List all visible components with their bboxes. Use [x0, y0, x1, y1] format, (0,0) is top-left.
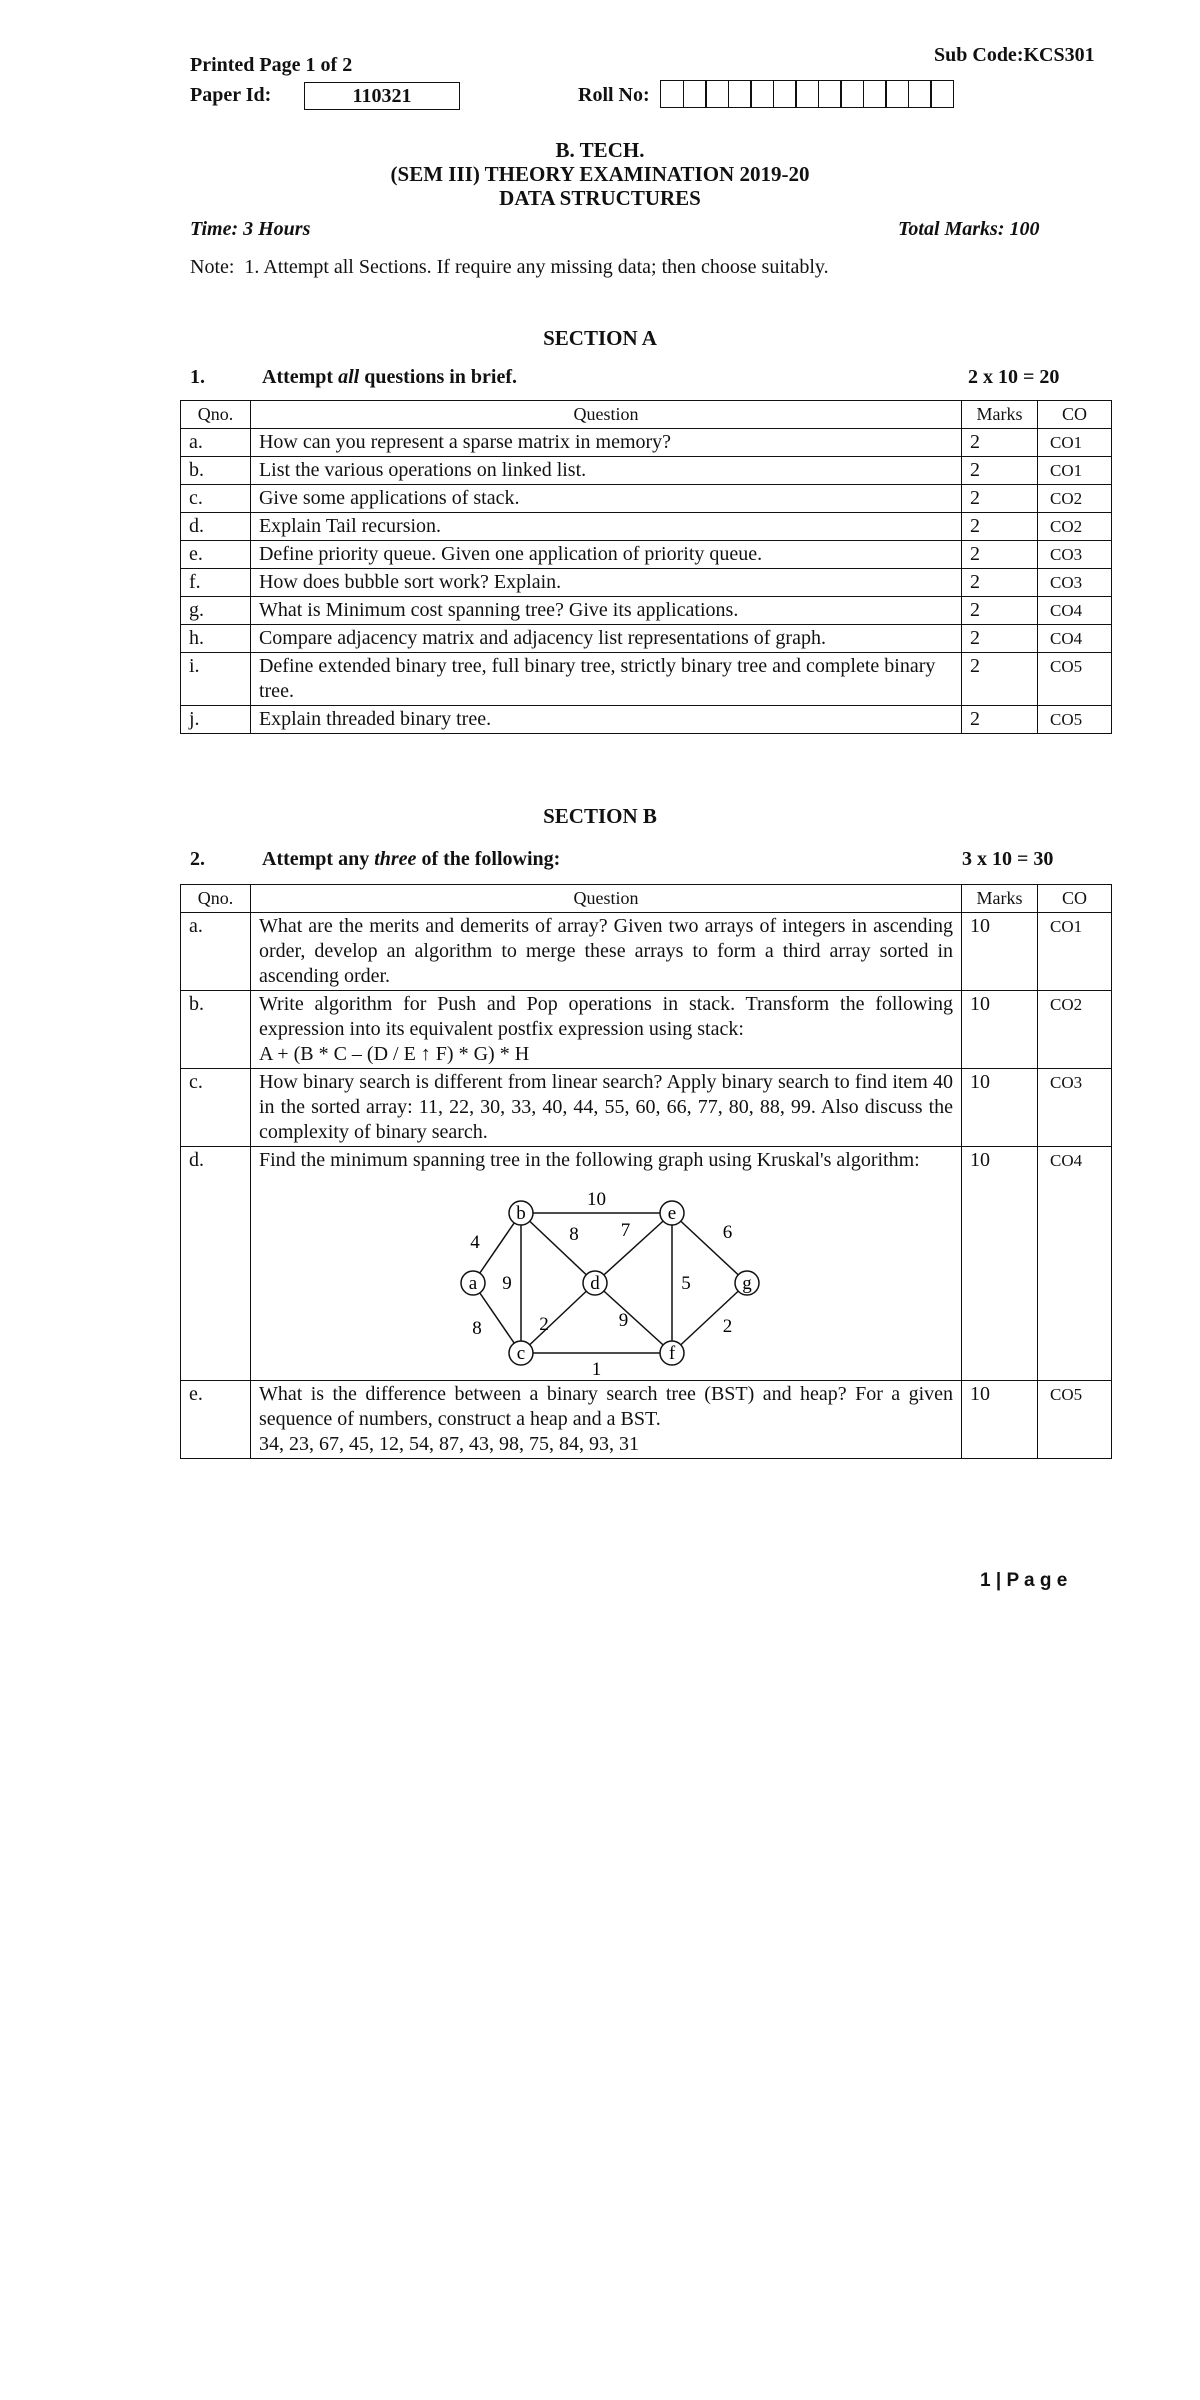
- question-text: What are the merits and demerits of array? Given two arrays of integers in ascending order, develop an algorithm to merge these arrays to form a third array sorted in ascending order.: [258, 915, 954, 987]
- question-text: List the various operations on linked list.: [250, 457, 961, 485]
- question-row: [181, 429, 1112, 457]
- question-marks: 2: [962, 429, 1038, 457]
- section-b-heading: SECTION B: [543, 804, 657, 828]
- paper-id-label: Paper Id:: [190, 84, 272, 106]
- question-text: Write algorithm for Push and Pop operations in stack. Transform the following expression into its equivalent postfix expression using stack:: [258, 993, 954, 1040]
- question-number: d.: [181, 513, 251, 541]
- question-text: What is the difference between a binary search tree (BST) and heap? For a given sequence of numbers, construct a heap and a BST.: [258, 1383, 954, 1430]
- question-number: a.: [181, 913, 251, 991]
- graph-node-label: c: [516, 1343, 526, 1364]
- graph-node-label: b: [516, 1203, 526, 1224]
- roll-no-box[interactable]: [683, 80, 707, 108]
- question-text: Find the minimum spanning tree in the following graph using Kruskal's algorithm:: [258, 1149, 920, 1171]
- question-row: [181, 457, 1112, 485]
- question-number: b.: [181, 457, 251, 485]
- roll-no-box[interactable]: [863, 80, 887, 108]
- graph-edge-weight: 6: [722, 1222, 733, 1243]
- question-text: Compare adjacency matrix and adjacency list representations of graph.: [250, 625, 961, 653]
- question-marks: 10: [962, 1381, 1038, 1459]
- question-number: e.: [181, 1381, 251, 1459]
- graph-svg: [259, 1173, 959, 1379]
- question-marks: 10: [962, 913, 1038, 991]
- postfix-expression: A + (B * C – (D / E ↑ F) * G) * H: [258, 1043, 530, 1065]
- question-number: e.: [181, 541, 251, 569]
- question-co: CO2: [1038, 991, 1112, 1069]
- question-number: c.: [181, 485, 251, 513]
- question-text: Define extended binary tree, full binary tree, strictly binary tree and complete binary tree.: [250, 653, 961, 706]
- section-b-instruction: Attempt any three of the following:: [262, 848, 561, 870]
- page-number: 1 | P a g e: [980, 1570, 1068, 1591]
- col-co: CO: [1038, 885, 1112, 913]
- question-marks: 10: [962, 1069, 1038, 1147]
- graph-node-label: d: [590, 1273, 600, 1294]
- question-marks: 2: [962, 541, 1038, 569]
- graph-node-label: e: [667, 1203, 677, 1224]
- question-cell: [250, 1069, 961, 1147]
- question-marks: 2: [962, 653, 1038, 706]
- exam-time: Time: 3 Hours: [190, 218, 311, 240]
- question-text: Define priority queue. Given one application of priority queue.: [250, 541, 961, 569]
- question-text: Give some applications of stack.: [250, 485, 961, 513]
- graph-edge-weight: 4: [470, 1232, 480, 1253]
- title-line-2: (SEM III) THEORY EXAMINATION 2019-20: [390, 162, 810, 186]
- question-co: CO1: [1038, 913, 1112, 991]
- graph-edge-weight: 9: [618, 1310, 629, 1331]
- question-co: CO2: [1038, 513, 1112, 541]
- graph-node-label: g: [742, 1273, 752, 1294]
- graph-edge-d-f: [595, 1283, 672, 1353]
- question-number: f.: [181, 569, 251, 597]
- question-marks: 2: [962, 569, 1038, 597]
- section-a-table: [180, 400, 1112, 734]
- question-cell: [250, 1381, 961, 1459]
- question-row: [181, 569, 1112, 597]
- roll-no-box[interactable]: [773, 80, 797, 108]
- section-b-qnum: 2.: [190, 848, 205, 870]
- col-co: CO: [1038, 401, 1112, 429]
- paper-id-value: 110321: [304, 82, 460, 110]
- graph-edge-d-e: [595, 1213, 672, 1283]
- printed-page: Printed Page 1 of 2: [190, 54, 353, 76]
- question-text: How can you represent a sparse matrix in memory?: [250, 429, 961, 457]
- question-co: CO3: [1038, 541, 1112, 569]
- question-co: CO1: [1038, 429, 1112, 457]
- graph-node-label: a: [468, 1273, 478, 1294]
- question-row: [181, 1069, 1112, 1147]
- question-row: [181, 991, 1112, 1069]
- graph-node-label: f: [668, 1343, 676, 1364]
- col-question: Question: [250, 885, 961, 913]
- graph-edge-b-d: [521, 1213, 595, 1283]
- question-text: Explain Tail recursion.: [250, 513, 961, 541]
- question-number: c.: [181, 1069, 251, 1147]
- graph-edge-weight: 10: [586, 1189, 606, 1210]
- question-text: How binary search is different from linear search? Apply binary search to find item 40 in the sorted array: 11, 22, 30, 33, 40, 44, 55, 60, 66, 77, 80, 88, 99. Also discuss the complexity of binary search.: [258, 1071, 954, 1143]
- question-co: CO4: [1038, 625, 1112, 653]
- title-line-1: B. TECH.: [555, 138, 645, 162]
- question-co: CO5: [1038, 1381, 1112, 1459]
- question-number: i.: [181, 653, 251, 706]
- question-cell: [250, 913, 961, 991]
- question-co: CO3: [1038, 569, 1112, 597]
- question-co: CO1: [1038, 457, 1112, 485]
- roll-no-box[interactable]: [930, 80, 954, 108]
- graph-edge-weight: 8: [569, 1224, 579, 1245]
- question-number: g.: [181, 597, 251, 625]
- graph-edge-weight: 7: [620, 1220, 631, 1241]
- roll-no-boxes: [660, 80, 953, 108]
- sub-code: Sub Code:KCS301: [934, 44, 1095, 66]
- col-question: Question: [250, 401, 961, 429]
- section-b-header-row: [181, 885, 1112, 913]
- section-a-heading: SECTION A: [543, 326, 657, 350]
- roll-no-box[interactable]: [908, 80, 932, 108]
- graph-edge-weight: 5: [681, 1273, 691, 1294]
- question-row: [181, 1381, 1112, 1459]
- question-marks: 2: [962, 485, 1038, 513]
- col-marks: Marks: [962, 401, 1038, 429]
- question-marks: 2: [962, 706, 1038, 734]
- roll-no-box[interactable]: [818, 80, 842, 108]
- question-co: CO4: [1038, 1147, 1112, 1381]
- question-marks: 10: [962, 991, 1038, 1069]
- section-b-marks: 3 x 10 = 30: [962, 848, 1054, 870]
- question-row: [181, 513, 1112, 541]
- col-marks: Marks: [962, 885, 1038, 913]
- graph-edge-weight: 8: [472, 1318, 482, 1339]
- roll-no-box[interactable]: [750, 80, 774, 108]
- question-row: [181, 913, 1112, 991]
- roll-no-box[interactable]: [660, 80, 684, 108]
- question-marks: 2: [962, 513, 1038, 541]
- question-number: a.: [181, 429, 251, 457]
- roll-no-box[interactable]: [728, 80, 752, 108]
- roll-no-box[interactable]: [840, 80, 864, 108]
- question-co: CO3: [1038, 1069, 1112, 1147]
- question-row: [181, 653, 1112, 706]
- question-co: CO2: [1038, 485, 1112, 513]
- question-text: Explain threaded binary tree.: [250, 706, 961, 734]
- question-row: [181, 597, 1112, 625]
- section-a-marks: 2 x 10 = 20: [968, 366, 1060, 388]
- question-cell: [250, 991, 961, 1069]
- question-co: CO4: [1038, 597, 1112, 625]
- question-number: d.: [181, 1147, 251, 1381]
- question-marks: 2: [962, 625, 1038, 653]
- roll-no-box[interactable]: [795, 80, 819, 108]
- question-cell: [250, 1147, 961, 1381]
- question-marks: 2: [962, 597, 1038, 625]
- question-marks: 10: [962, 1147, 1038, 1381]
- graph-edge-d-c: [521, 1283, 595, 1353]
- roll-no-box[interactable]: [885, 80, 909, 108]
- graph-edge-weight: 9: [502, 1273, 512, 1294]
- roll-no-label: Roll No:: [578, 84, 650, 106]
- question-row: [181, 1147, 1112, 1381]
- question-row: [181, 541, 1112, 569]
- section-a-qnum: 1.: [190, 366, 205, 388]
- question-marks: 2: [962, 457, 1038, 485]
- question-text: What is Minimum cost spanning tree? Give its applications.: [250, 597, 961, 625]
- title-line-3: DATA STRUCTURES: [499, 186, 701, 210]
- section-b-table: [180, 884, 1112, 1459]
- question-co: CO5: [1038, 706, 1112, 734]
- question-number: j.: [181, 706, 251, 734]
- number-sequence: 34, 23, 67, 45, 12, 54, 87, 43, 98, 75, 84, 93, 31: [258, 1433, 639, 1455]
- graph-edge-weight: 2: [722, 1316, 733, 1337]
- section-a-header-row: [181, 401, 1112, 429]
- col-qno: Qno.: [181, 401, 251, 429]
- section-a-instruction: Attempt all questions in brief.: [262, 366, 518, 388]
- question-number: h.: [181, 625, 251, 653]
- question-row: [181, 625, 1112, 653]
- col-qno: Qno.: [181, 885, 251, 913]
- question-co: CO5: [1038, 653, 1112, 706]
- graph-edge-weight: 1: [591, 1359, 602, 1379]
- question-row: [181, 485, 1112, 513]
- graph-edge-weight: 2: [539, 1314, 549, 1335]
- note: Note: 1. Attempt all Sections. If require any missing data; then choose suitably.: [190, 256, 829, 278]
- question-row: [181, 706, 1112, 734]
- question-text: How does bubble sort work? Explain.: [250, 569, 961, 597]
- kruskal-graph: [259, 1173, 953, 1379]
- total-marks: Total Marks: 100: [898, 218, 1040, 240]
- question-number: b.: [181, 991, 251, 1069]
- roll-no-box[interactable]: [705, 80, 729, 108]
